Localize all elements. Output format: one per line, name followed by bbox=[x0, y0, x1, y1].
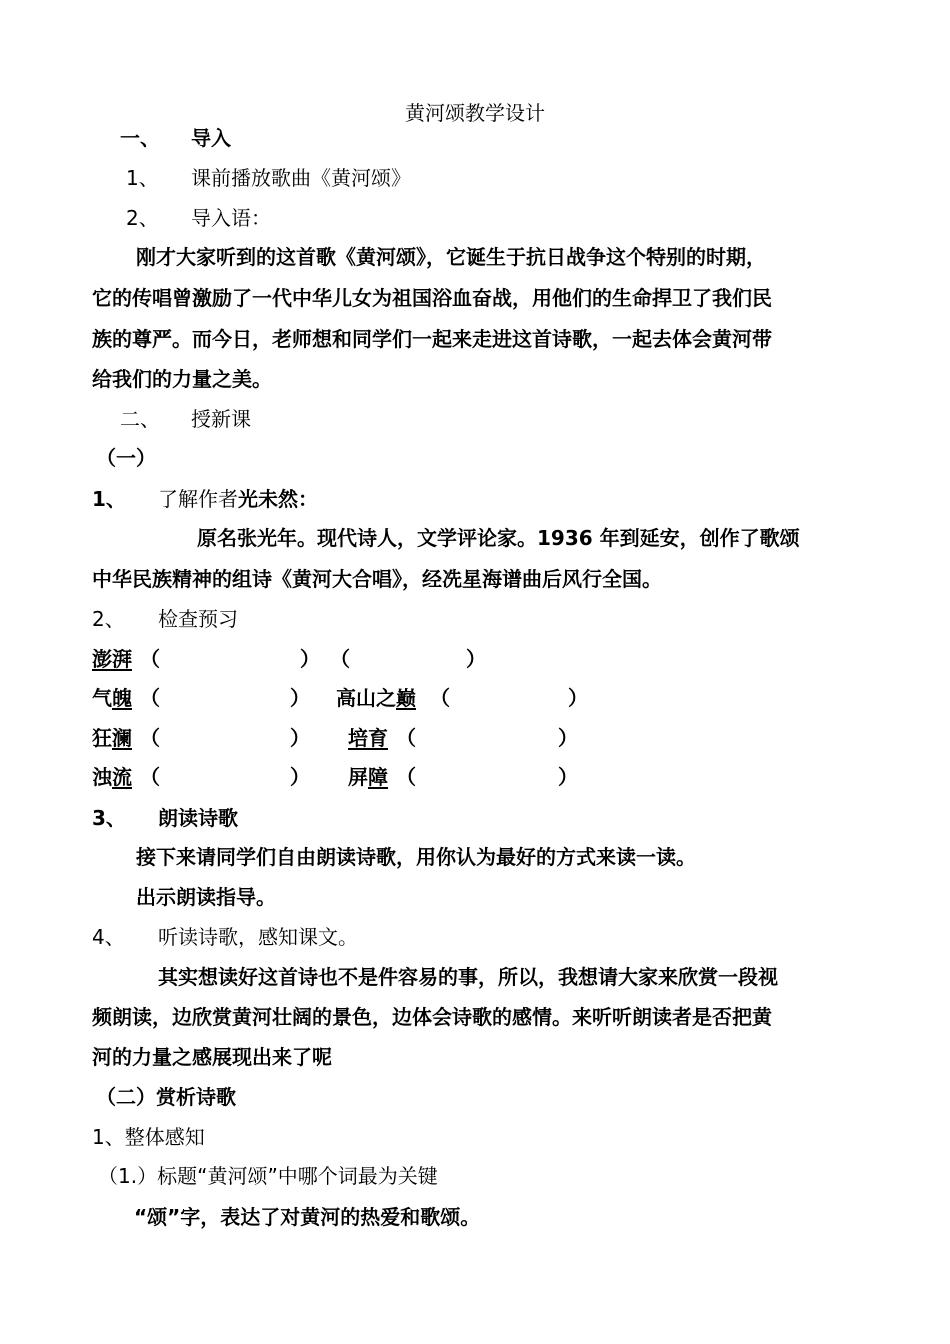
vocab-word: 培育 bbox=[348, 726, 388, 750]
item-text: 了解作者光未然： bbox=[158, 487, 318, 511]
item-text: 朗读诗歌 bbox=[158, 806, 238, 830]
answer-text: “颂”字，表达了对黄河的热爱和歌颂。 bbox=[134, 1205, 481, 1229]
page-title: 黄河颂教学设计 bbox=[405, 101, 545, 125]
item-text: 课前播放歌曲《黄河颂》 bbox=[191, 166, 411, 190]
paragraph-line: 刚才大家听到的这首歌《黄河颂》，它诞生于抗日战争这个特别的时期， bbox=[136, 245, 766, 269]
vocab-word: 气魄 bbox=[92, 686, 132, 710]
subsection-label: （二）赏析诗歌 bbox=[96, 1085, 236, 1109]
section-number: 一、 bbox=[120, 126, 160, 150]
vocab-word: 浊流 bbox=[92, 765, 132, 789]
section-heading: 导入 bbox=[191, 126, 231, 150]
blank-close: ） bbox=[558, 726, 578, 750]
paragraph-line: 频朗读，边欣赏黄河壮阔的景色，边体会诗歌的感情。来听听朗读者是否把黄 bbox=[92, 1005, 772, 1029]
blank-open: （ bbox=[140, 765, 160, 789]
vocab-word: 澎湃 bbox=[92, 647, 132, 671]
blank-open: （ bbox=[140, 686, 160, 710]
blank-close: ） bbox=[290, 765, 310, 789]
item-number: 1、 bbox=[92, 487, 126, 511]
blank-close: ） bbox=[558, 765, 578, 789]
blank-open: （ bbox=[330, 647, 350, 671]
paragraph-line: 河的力量之感展现出来了呢 bbox=[92, 1045, 332, 1069]
paragraph-line: 它的传唱曾激励了一代中华儿女为祖国浴血奋战，用他们的生命捍卫了我们民 bbox=[92, 286, 772, 310]
blank-open: （ bbox=[396, 765, 416, 789]
section-heading: 授新课 bbox=[191, 407, 251, 431]
item-number: 2、 bbox=[92, 607, 125, 631]
paragraph-line: 出示朗读指导。 bbox=[136, 885, 276, 909]
item-number: 4、 bbox=[92, 925, 125, 949]
vocab-word: 高山之巅 bbox=[336, 686, 416, 710]
paragraph-line: 中华民族精神的组诗《黄河大合唱》，经冼星海谱曲后风行全国。 bbox=[92, 567, 662, 591]
item-text: 1、整体感知 bbox=[92, 1125, 205, 1149]
subsection-label: （一） bbox=[96, 446, 156, 470]
item-number: 1、 bbox=[126, 166, 159, 190]
paragraph-line: 族的尊严。而今日，老师想和同学们一起来走进这首诗歌，一起去体会黄河带 bbox=[92, 327, 772, 351]
paragraph-line: 其实想读好这首诗也不是件容易的事，所以，我想请大家来欣赏一段视 bbox=[158, 965, 778, 989]
item-text: 检查预习 bbox=[158, 607, 238, 631]
item-text: 导入语： bbox=[191, 206, 271, 230]
paragraph-line: 原名张光年。现代诗人，文学评论家。1936 年到延安，创作了歌颂 bbox=[197, 526, 800, 550]
section-number: 二、 bbox=[120, 407, 160, 431]
vocab-word: 屏障 bbox=[348, 765, 388, 789]
blank-close: ） bbox=[290, 726, 310, 750]
blank-open: （ bbox=[140, 647, 160, 671]
blank-close: ） bbox=[290, 686, 310, 710]
blank-close: ） bbox=[568, 686, 588, 710]
item-number: 2、 bbox=[126, 206, 159, 230]
item-text: 听读诗歌，感知课文。 bbox=[158, 925, 358, 949]
blank-close: ） bbox=[466, 647, 486, 671]
question-text: （1.）标题“黄河颂”中哪个词最为关键 bbox=[98, 1164, 438, 1188]
vocab-word: 狂澜 bbox=[92, 726, 132, 750]
blank-open: （ bbox=[140, 726, 160, 750]
blank-open: （ bbox=[396, 726, 416, 750]
blank-open: （ bbox=[430, 686, 450, 710]
blank-close: ） bbox=[300, 647, 320, 671]
item-number: 3、 bbox=[92, 806, 126, 830]
paragraph-line: 接下来请同学们自由朗读诗歌，用你认为最好的方式来读一读。 bbox=[136, 845, 696, 869]
paragraph-line: 给我们的力量之美。 bbox=[92, 367, 272, 391]
